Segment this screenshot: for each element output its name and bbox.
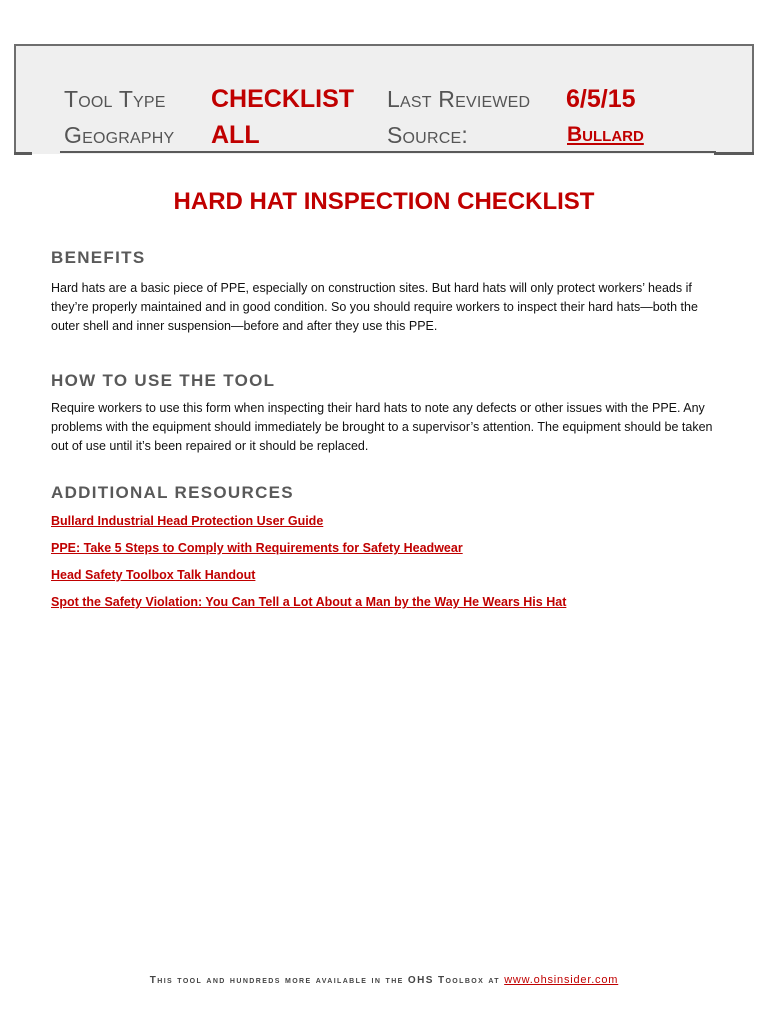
header-divider-left xyxy=(14,152,32,155)
source-label: Source: xyxy=(387,122,468,148)
resource-link[interactable]: Spot the Safety Violation: You Can Tell a Lot About a Man by the Way He Wears His Hat xyxy=(51,595,567,609)
source-link[interactable]: Bullard xyxy=(567,123,644,146)
how-to-use-heading: HOW TO USE THE TOOL xyxy=(51,371,276,390)
footer xyxy=(0,974,768,986)
benefits-text: Hard hats are a basic piece of PPE, especially on construction sites. But hard hats will only protect workers’ heads if they’re properly maintained and in good condition. So you should require workers to inspect their hard hats—both the outer shell and inner suspension—before and after they use this PPE. xyxy=(51,281,698,333)
resource-link[interactable]: Bullard Industrial Head Protection User Guide xyxy=(51,514,324,528)
resource-link[interactable]: PPE: Take 5 Steps to Comply with Requirements for Safety Headwear xyxy=(51,541,463,555)
resource-link[interactable]: Head Safety Toolbox Talk Handout xyxy=(51,568,256,582)
how-to-use-text: Require workers to use this form when inspecting their hard hats to note any defects or other issues with the PPE. Any problems with the equipment should immediately be brought to a supervisor’s attention. The equipment should be taken out of use until it’s been repaired or it should be replaced. xyxy=(51,401,713,453)
tool-type-label: Tool Type xyxy=(64,86,166,112)
footer-link[interactable]: www.ohsinsider.com xyxy=(504,974,619,986)
last-reviewed-value: 6/5/15 xyxy=(566,85,636,113)
last-reviewed-label: Last Reviewed xyxy=(387,86,531,112)
header-divider-right xyxy=(714,152,754,155)
benefits-heading: BENEFITS xyxy=(51,248,146,267)
geography-label: Geography xyxy=(64,122,175,148)
header-divider xyxy=(60,151,716,153)
tool-type-value: CHECKLIST xyxy=(211,85,355,113)
page-title: HARD HAT INSPECTION CHECKLIST xyxy=(173,188,595,215)
resources-heading: ADDITIONAL RESOURCES xyxy=(51,483,294,502)
footer-text: This tool and hundreds more available in the OHS Toolbox at xyxy=(149,975,500,986)
geography-value: ALL xyxy=(211,121,260,149)
